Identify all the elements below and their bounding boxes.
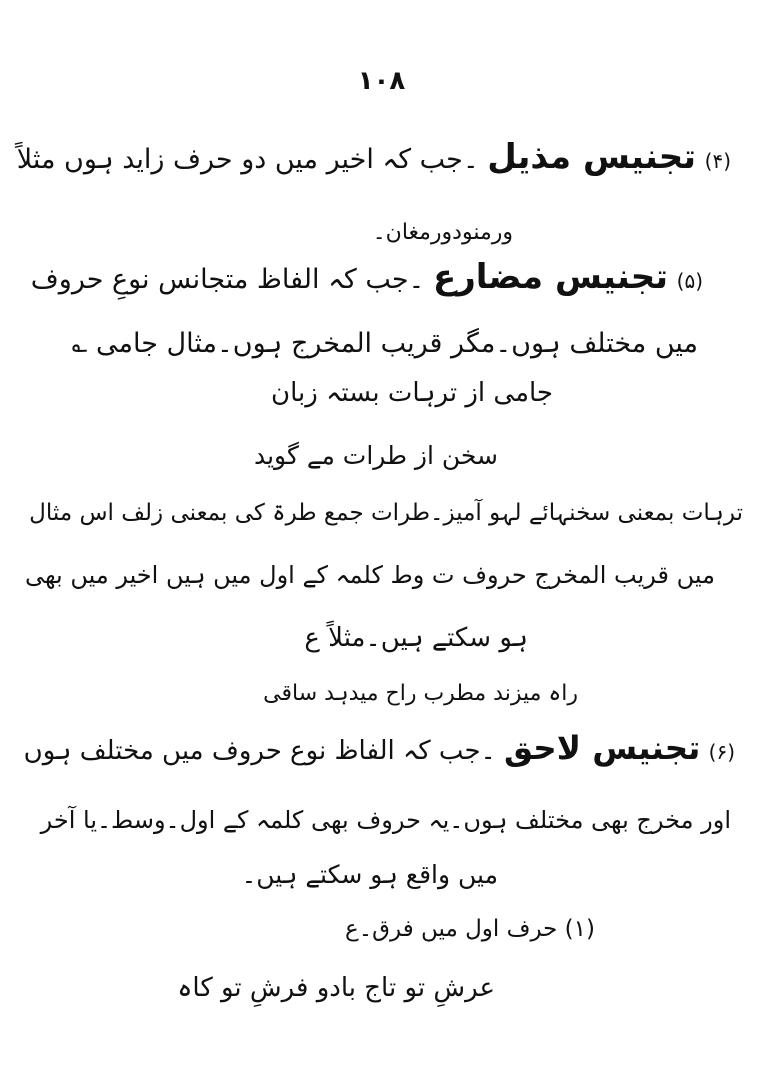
text-line-14 <box>345 918 595 941</box>
text-line-15 <box>177 975 495 1001</box>
line-text: عرشِ تو تاج بادو فرشِ تو کاہ <box>177 973 495 1003</box>
line-text: میں قریب المخرج حروف ت وط کلمہ کے اول میں ہیں اخیر میں بھی <box>24 561 715 589</box>
section-heading: تجنیس لاحق <box>504 729 701 767</box>
page-number: ۱۰۸ <box>357 66 406 96</box>
line-text: جامی از ترہات بستہ زبان <box>271 378 553 408</box>
text-line-13 <box>242 862 498 887</box>
text-line-10 <box>263 683 578 705</box>
text-line-12 <box>41 808 731 832</box>
text-line-2 <box>373 222 513 244</box>
line-text: میں واقع ہو سکتے ہیں۔ <box>241 860 498 889</box>
line-text: سخن از طرات مے گوید <box>253 441 498 470</box>
line-text: ہو سکتے ہیں۔مثلاً ع <box>304 623 528 653</box>
section-heading: تجنیس مذیل <box>487 137 697 177</box>
section-heading: تجنیس مضارع <box>432 257 669 297</box>
text-line-11 <box>23 729 735 767</box>
line-text: ورمنودورمغان۔ <box>372 220 513 245</box>
line-text: راہ میزند مطرب راح میدہد ساقی <box>263 681 578 706</box>
line-text: ۔جب کہ اخیر میں دو حرف زاید ہوں مثلاً <box>16 144 479 175</box>
line-text: ترہات بمعنی سخنہائے لہو آمیز۔طرات جمع طرۃ کی بمعنی زلف اس مثال <box>29 500 743 526</box>
line-text: ۔جب کہ الفاظ متجانس نوعِ حروف <box>30 264 425 295</box>
section-number: (۴) <box>704 149 731 173</box>
text-line-6 <box>254 443 498 468</box>
text-line-5 <box>271 380 553 406</box>
line-text: اور مخرج بھی مختلف ہوں۔یہ حروف بھی کلمہ کے اول۔وسط۔یا آخر <box>40 806 731 834</box>
line-text: (۱) حرف اول میں فرق۔ع <box>344 916 595 942</box>
text-line-1 <box>16 137 731 177</box>
section-number: (۵) <box>676 269 703 293</box>
text-line-9 <box>304 625 528 651</box>
line-text: میں مختلف ہوں۔مگر قریب المخرج ہوں۔مثال جامی ؎ <box>71 328 698 359</box>
text-line-4 <box>72 330 698 357</box>
text-line-8 <box>25 563 715 587</box>
line-text: ۔جب کہ الفاظ نوع حروف میں مختلف ہوں <box>23 736 496 766</box>
text-line-3 <box>30 257 703 297</box>
text-line-7 <box>29 502 743 525</box>
section-number: (۶) <box>708 740 735 764</box>
